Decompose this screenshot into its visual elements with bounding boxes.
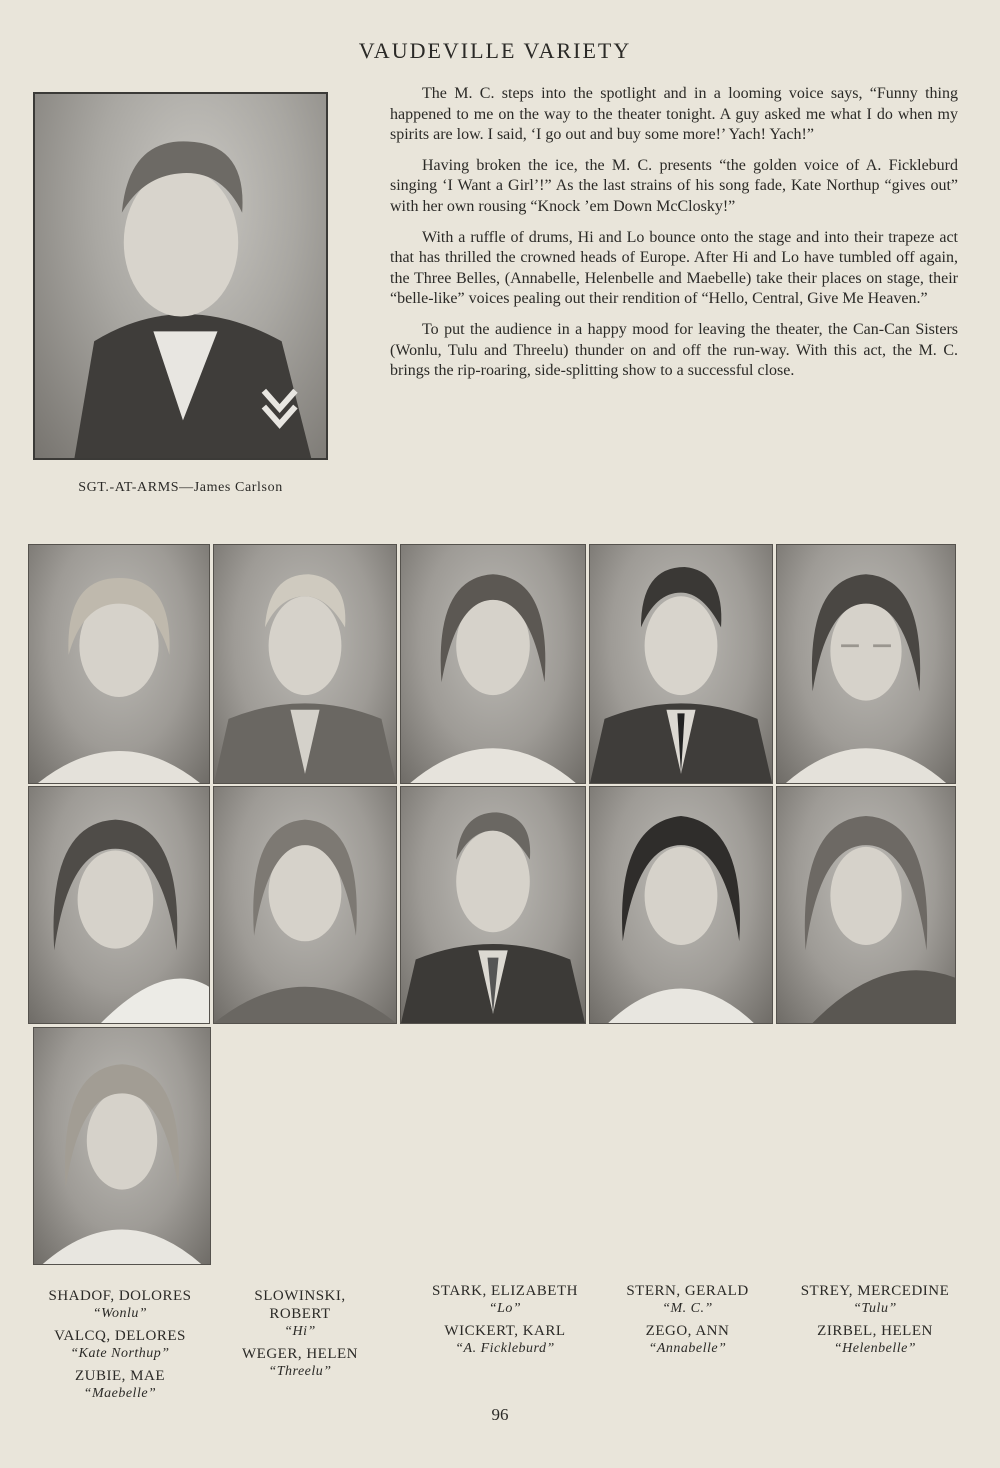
story-paragraph: With a ruffle of drums, Hi and Lo bounce onto the stage and into their trapeze act that has thrilled the crowned heads of Europe. After Hi and Lo have tumbled off again, the Three Belles, (Annabelle, Helenbelle and Maebelle) take their places on stage, their “belle-like” voices pealing out their rendition of “Hello, Central, Give Me Heaven.” xyxy=(390,228,958,308)
portrait-photo xyxy=(400,544,586,784)
student-name: SLOWINSKI, ROBERT xyxy=(254,1288,346,1322)
name-column xyxy=(600,1282,775,1362)
student-name: WICKERT, KARL xyxy=(444,1323,566,1339)
student-nickname: “Wonlu” xyxy=(92,1306,148,1321)
student-nickname: “Lo” xyxy=(488,1301,522,1316)
portrait-photo xyxy=(33,1027,211,1265)
portrait-photo xyxy=(589,544,773,784)
student-nickname: “M. C.” xyxy=(662,1301,713,1316)
name-column xyxy=(420,1282,590,1362)
page-number: 96 xyxy=(491,1405,509,1424)
student-name: STARK, ELIZABETH xyxy=(432,1283,578,1299)
student-nickname: “Maebelle” xyxy=(83,1386,157,1401)
portrait-photo xyxy=(776,544,956,784)
portrait-caption: SGT.-AT-ARMS—James Carlson xyxy=(78,480,283,495)
portrait-photo xyxy=(28,786,210,1024)
portrait-photo xyxy=(213,786,397,1024)
student-nickname: “Helenbelle” xyxy=(833,1341,917,1356)
portrait-sgt-at-arms xyxy=(33,92,328,460)
student-nickname: “Tulu” xyxy=(853,1301,897,1316)
portrait-photo xyxy=(589,786,773,1024)
student-name: STREY, MERCEDINE xyxy=(800,1283,950,1299)
student-nickname: “A. Fickleburd” xyxy=(455,1341,555,1356)
portrait-photo xyxy=(28,544,210,784)
page-title: VAUDEVILLE VARIETY xyxy=(358,38,632,63)
story-paragraph: Having broken the ice, the M. C. presents “the golden voice of A. Fickleburd singing ‘I Want a Girl’!” As the last strains of his song fade, Kate Northup “gives out” with her own rousing “Knock ’em Down McClosky!” xyxy=(390,156,958,215)
student-nickname: “Hi” xyxy=(284,1324,316,1339)
name-column xyxy=(800,1282,950,1362)
student-nickname: “Kate Northup” xyxy=(70,1346,170,1361)
student-name: ZUBIE, MAE xyxy=(75,1368,165,1384)
student-name: WEGER, HELEN xyxy=(242,1346,358,1362)
student-nickname: “Annabelle” xyxy=(648,1341,727,1356)
name-column xyxy=(225,1287,375,1385)
portrait-photo xyxy=(776,786,956,1024)
student-name: VALCQ, DELORES xyxy=(54,1328,186,1344)
student-name: SHADOF, DOLORES xyxy=(48,1288,192,1304)
student-name: ZEGO, ANN xyxy=(645,1323,730,1339)
story-paragraph: The M. C. steps into the spotlight and in a looming voice says, “Funny thing happened to me on the way to the theater tonight. A guy asked me what I do when my spirits are low. I said, ‘I go out and buy some more!’ Yach! Yach!” xyxy=(390,85,958,144)
portrait-photo xyxy=(400,786,586,1024)
portrait-silhouette xyxy=(35,94,326,458)
story-text xyxy=(390,84,958,392)
student-name: STERN, GERALD xyxy=(626,1283,749,1299)
portrait-photo xyxy=(213,544,397,784)
student-name: ZIRBEL, HELEN xyxy=(817,1323,933,1339)
story-paragraph: To put the audience in a happy mood for leaving the theater, the Can-Can Sisters (Wonlu, Tulu and Threelu) thunder on and off the run-way. With this act, the M. C. brings the rip-roaring, side-splitting show to a successful close. xyxy=(390,320,958,380)
student-nickname: “Threelu” xyxy=(268,1364,332,1379)
name-column xyxy=(20,1287,220,1407)
